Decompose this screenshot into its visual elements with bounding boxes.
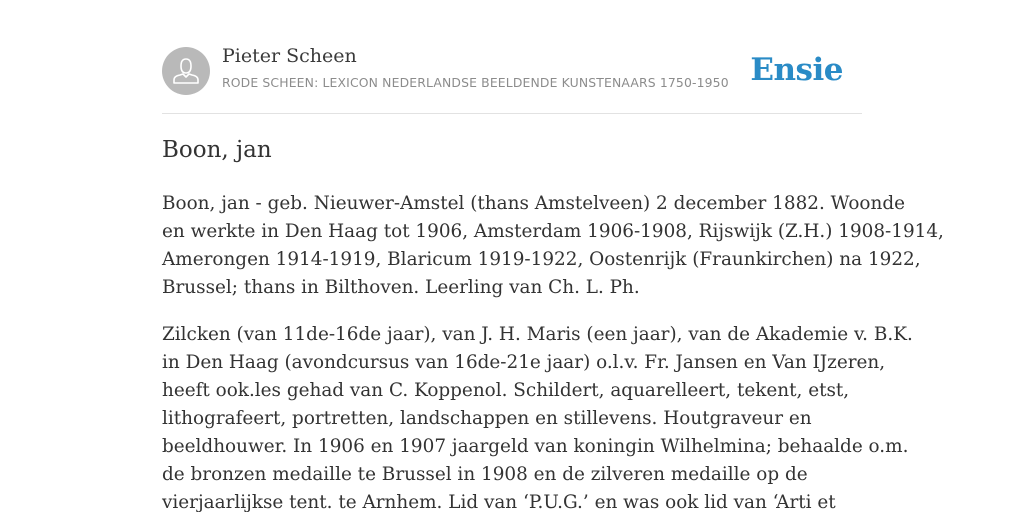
text-line: Boon, jan - geb. Nieuwer-Amstel (thans Amstelveen) 2 december 1882. Woonde <box>162 193 905 214</box>
paragraph-2 <box>162 321 913 512</box>
article-header <box>162 0 862 114</box>
text-line: Zilcken (van 11de-16de jaar), van J. H. Maris (een jaar), van de Akademie v. B.K. <box>162 324 913 345</box>
author-name[interactable]: Pieter Scheen <box>222 45 357 67</box>
article-title: Boon, jan <box>162 137 272 163</box>
source-title[interactable]: RODE SCHEEN: LEXICON NEDERLANDSE BEELDENDE KUNSTENAARS 1750-1950 <box>222 75 729 90</box>
text-line: lithografeert, portretten, landschappen en stillevens. Houtgraveur en <box>162 408 812 429</box>
text-line: Amerongen 1914-1919, Blaricum 1919-1922, Oostenrijk (Fraunkirchen) na 1922, <box>162 249 921 270</box>
paragraph-1 <box>162 190 944 302</box>
content-column <box>162 0 944 512</box>
brand-logo[interactable]: Ensie <box>750 52 843 88</box>
text-line: en werkte in Den Haag tot 1906, Amsterdam 1906-1908, Rijswijk (Z.H.) 1908-1914, <box>162 221 944 242</box>
text-line: in Den Haag (avondcursus van 16de-21e jaar) o.l.v. Fr. Jansen en Van IJzeren, <box>162 352 886 373</box>
text-line: vierjaarlijkse tent. te Arnhem. Lid van ‘P.U.G.’ en was ook lid van ‘Arti et <box>162 492 836 512</box>
user-silhouette-icon[interactable] <box>162 47 210 95</box>
text-line: heeft ook.les gehad van C. Koppenol. Schildert, aquarelleert, tekent, etst, <box>162 380 850 401</box>
text-line: Brussel; thans in Bilthoven. Leerling van Ch. L. Ph. <box>162 277 640 298</box>
article-body <box>162 190 944 512</box>
text-line: de bronzen medaille te Brussel in 1908 en de zilveren medaille op de <box>162 464 808 485</box>
text-line: beeldhouwer. In 1906 en 1907 jaargeld van koningin Wilhelmina; behaalde o.m. <box>162 436 909 457</box>
